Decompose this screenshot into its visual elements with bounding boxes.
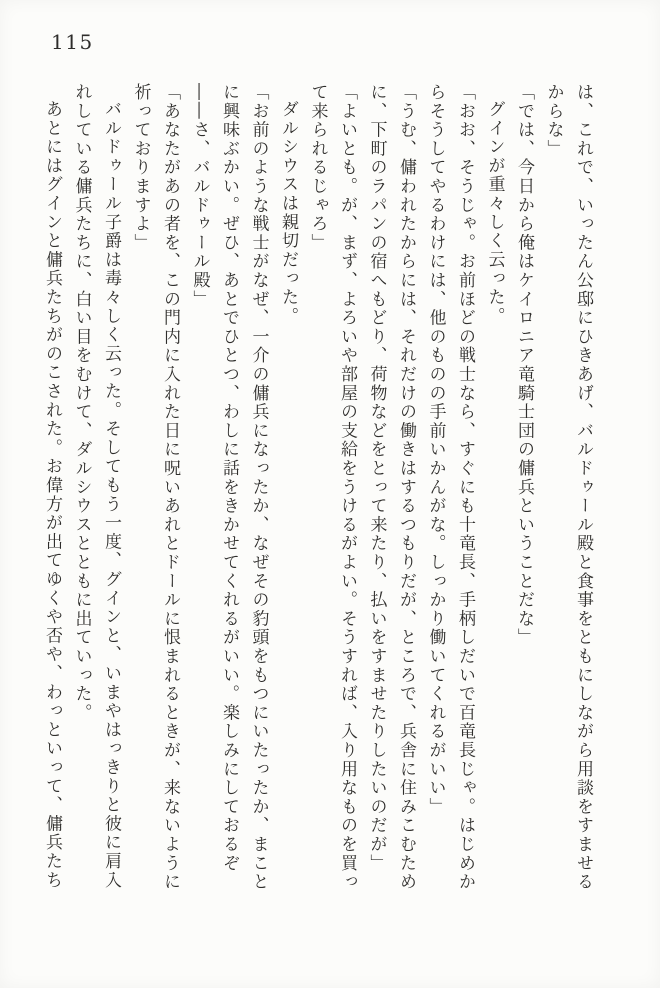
text-column: らそうしてやるわけには、他のものの手前いかんがな。しっかり働いてくれるがいい」	[425, 83, 446, 817]
text-column: れしている傭兵たちに、白い目をむけて、ダルシウスとともに出ていった。	[71, 83, 92, 723]
text-column: 「よいとも。が、まず、よろいや部屋の支給をうけるがよい。そうすれば、入り用なものを買っ	[337, 83, 357, 892]
text-column: あとにはグインと傭兵たちがのこされた。お偉方が出てゆくや否や、わっといって、傭兵たち	[42, 100, 62, 890]
text-column: 「あなたがあの者を、この門内に入れた日に呪いあれとドールに恨まれるときが、来ないように	[160, 83, 180, 892]
text-column: 「では、今日から俺はケイロニア竜騎士団の傭兵ということだな」	[514, 83, 534, 647]
text-column: に、下町のラパンの宿へもどり、荷物などをとって来たり、払いをすませたりしたいのだが」	[366, 83, 387, 873]
text-column: 「おお、そうじゃ。お前ほどの戦士なら、すぐにも十竜長、手柄しだいで百竜長じゃ。はじめか	[455, 83, 475, 892]
text-column: に興味ぶかい。ぜひ、あとでひとつ、わしに話をきかせてくれるがいい。楽しみにしておるぞ	[219, 83, 239, 873]
page-number: 115	[51, 30, 94, 54]
text-column: からな」	[543, 83, 564, 159]
text-column: 「うむ、傭われたからには、それだけの働きはするつもりだが、ところで、兵舎に住みこむため	[396, 83, 416, 892]
text-column: ダルシウスは親切だった。	[278, 100, 298, 326]
text-column: グインが重々しく云った。	[484, 100, 505, 326]
text-column: 祈っておりますよ」	[130, 83, 151, 253]
text-column: は、これで、いったん公邸にひきあげ、バルドゥール殿と食事をともにしながら用談をすませる	[573, 83, 593, 892]
text-column: ――さ、バルドゥール殿」	[189, 83, 210, 309]
text-column: 「お前のような戦士がなぜ、一介の傭兵になったか、なぜその豹頭をもつにいたったか、まこと	[248, 83, 269, 892]
text-column: バルドゥール子爵は毒々しく云った。そしてもう一度、グインと、いまやはっきりと彼に肩入	[101, 100, 121, 890]
text-columns	[37, 83, 598, 895]
text-column: て来られるじゃろ」	[307, 83, 328, 253]
